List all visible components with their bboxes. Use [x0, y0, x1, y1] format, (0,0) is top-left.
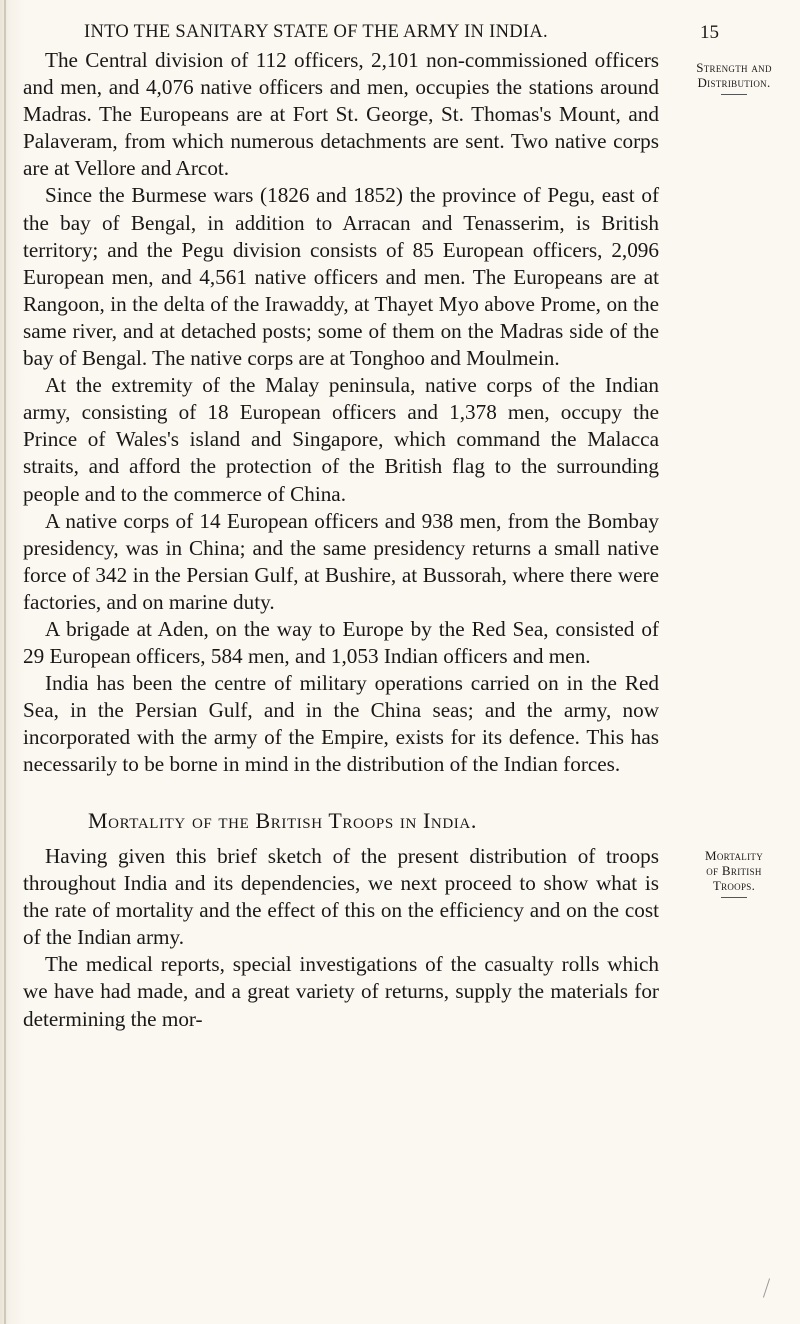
page-number: 15: [700, 22, 719, 43]
margin-note-line: Troops.: [712, 878, 756, 893]
margin-note-rule: [721, 94, 747, 95]
paragraph-medical-reports: The medical reports, special investigations of the casualty rolls which we have had made, and a great variety of returns, supply the materials for determining the mor-: [23, 952, 659, 1031]
paragraph-china-persian-gulf: A native corps of 14 European officers and 938 men, from the Bombay presidency, was in China; and the same presidency returns a small native force of 342 in the Persian Gulf, at Bushire, at Bussorah, where there were factories, and on marine duty.: [23, 508, 659, 614]
margin-note-mortality: [670, 848, 798, 898]
margin-note-rule: [721, 897, 747, 898]
stray-pencil-mark: [763, 1278, 770, 1297]
paragraph-military-operations: India has been the centre of military operations carried on in the Red Sea, in the Persian Gulf, and in the China seas; and the army, now incorporated with the army of the Empire, exists for its defence. This has necessarily to be borne in mind in the distribution of the Indian forces.: [23, 671, 659, 777]
body-text-after-heading: [23, 843, 659, 1033]
section-heading: Mortality of the British Troops in India.: [88, 808, 477, 833]
paragraph-central-division: The Central division of 112 officers, 2,101 non-commissioned officers and men, and 4,076 native officers and men, occupies the stations around Madras. The Europeans are at Fort St. George, St. Thomas's Mount, and Palaveram, from which numerous detachments are sent. Two native corps are at Vellore and Arcot.: [23, 48, 659, 181]
margin-note-strength-distribution: [670, 60, 798, 95]
paragraph-pegu-division: Since the Burmese wars (1826 and 1852) the province of Pegu, east of the bay of Bengal, in addition to Arracan and Tenasserim, is British territory; and the Pegu division consists of 85 European officers, 2,096 European men, and 4,561 native officers and men. The Europeans are at Rangoon, in the delta of the Irawaddy, at Thayet Myo above Prome, on the same river, and at detached posts; some of them on the Madras side of the bay of Bengal. The native corps are at Tonghoo and Moulmein.: [23, 183, 659, 371]
paragraph-mortality-intro: Having given this brief sketch of the present distribution of troops throughout India and its dependencies, we next proceed to show what is the rate of mortality and the effect of this on the efficiency and on the cost of the Indian army.: [23, 844, 659, 950]
margin-note-line: Strength and: [696, 60, 772, 75]
body-text-before-heading: [23, 47, 659, 779]
margin-note-line: of British: [706, 863, 762, 878]
margin-note-line: Mortality: [705, 848, 763, 863]
running-head: INTO THE SANITARY STATE OF THE ARMY IN INDIA.: [84, 22, 548, 42]
paragraph-malay-peninsula: At the extremity of the Malay peninsula, native corps of the Indian army, consisting of 18 European officers and 1,378 men, occupy the Prince of Wales's island and Singapore, which command the Malacca straits, and afford the protection of the British flag to the surrounding people and to the commerce of China.: [23, 373, 659, 506]
margin-note-line: Distribution.: [697, 75, 771, 90]
paragraph-aden-brigade: A brigade at Aden, on the way to Europe by the Red Sea, consisted of 29 European officers, 584 men, and 1,053 Indian officers and men.: [23, 616, 659, 669]
page-gutter-edge: [4, 0, 6, 1324]
